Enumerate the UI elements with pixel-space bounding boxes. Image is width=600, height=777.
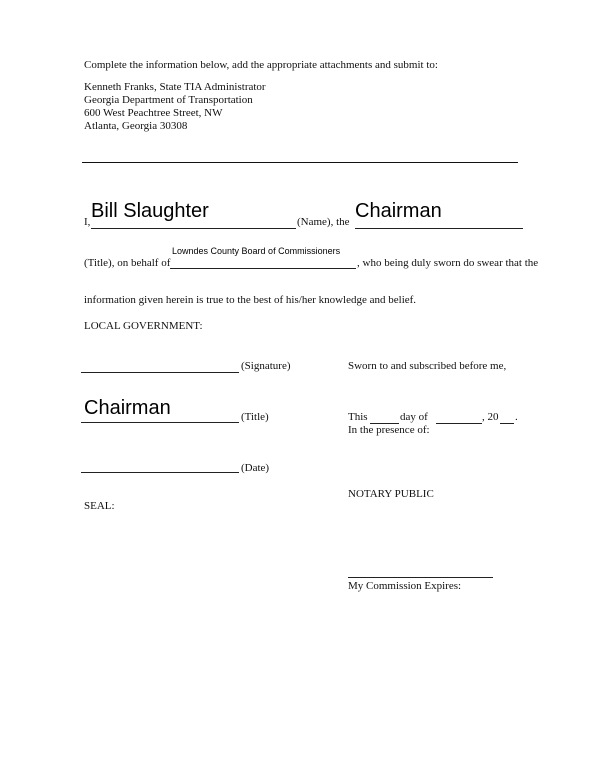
organization-field-value[interactable]: Lowndes County Board of Commissioners [172, 246, 341, 256]
date-end: . [515, 411, 518, 423]
signature-label: (Signature) [241, 360, 291, 372]
address-line-2: Georgia Department of Transportation [84, 94, 253, 106]
name-label: (Name), the [297, 216, 350, 228]
lg-title-label: (Title) [241, 411, 269, 423]
title-label: (Title), on behalf of [84, 257, 171, 269]
month-line[interactable] [436, 423, 482, 424]
instructions: Complete the information below, add the appropriate attachments and submit to: [84, 59, 438, 71]
lg-title-field-line [81, 422, 239, 423]
signature-line[interactable] [81, 372, 239, 373]
year-line[interactable] [500, 423, 514, 424]
year-prefix: , 20 [482, 411, 499, 423]
separator-line [82, 162, 518, 163]
date-label: (Date) [241, 462, 270, 474]
name-field-value[interactable]: Bill Slaughter [91, 200, 209, 222]
oath-suffix: , who being duly sworn do swear that the [357, 257, 539, 269]
title-field-value[interactable]: Chairman [355, 200, 442, 222]
address-line-3: 600 West Peachtree Street, NW [84, 107, 223, 119]
address-line-1: Kenneth Franks, State TIA Administrator [84, 81, 266, 93]
commission-line[interactable] [348, 577, 493, 578]
local-government-heading: LOCAL GOVERNMENT: [84, 320, 203, 332]
address-line-4: Atlanta, Georgia 30308 [84, 120, 188, 132]
commission-label: My Commission Expires: [348, 580, 462, 592]
lg-title-field-value[interactable]: Chairman [84, 397, 171, 419]
date-line[interactable] [81, 472, 239, 473]
sworn-text: Sworn to and subscribed before me, [348, 360, 507, 372]
organization-field-line [170, 268, 356, 269]
presence-label: In the presence of: [348, 424, 430, 436]
this-label: This [348, 411, 368, 423]
oath-line-2: information given herein is true to the best of his/her knowledge and belief. [84, 294, 417, 306]
day-of-label: day of [400, 411, 428, 423]
name-field-line [91, 228, 296, 229]
oath-prefix: I, [84, 216, 91, 228]
seal-label: SEAL: [84, 500, 115, 512]
notary-public-label: NOTARY PUBLIC [348, 488, 434, 500]
title-field-line [355, 228, 523, 229]
